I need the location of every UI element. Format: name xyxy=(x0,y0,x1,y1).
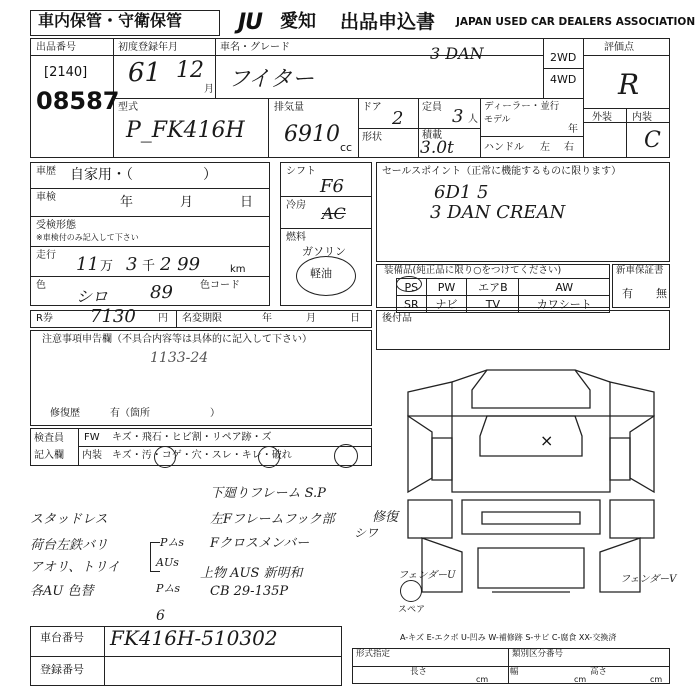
inspection-label: 車検 xyxy=(36,192,56,203)
form-title: 出品申込書 xyxy=(340,11,436,33)
capacity-value: 3 xyxy=(452,106,464,127)
storage-label: 車内保管・守衛保管 xyxy=(38,11,183,30)
inspector-tag-2: AUs xyxy=(156,556,179,569)
sales-points-line1: 6D1 5 xyxy=(434,182,489,203)
inspector-tag-1: Pムs xyxy=(160,536,185,549)
notes-label: 注意事項申告欄（不具合内容等は具体的に記入して下さい） xyxy=(42,334,312,345)
equip-leather: カワシート xyxy=(519,296,610,313)
inspector-fw-label: FW xyxy=(84,432,100,443)
lot-label: 出品番号 xyxy=(36,42,76,53)
registration-label: 初度登録年月 xyxy=(118,42,178,53)
inspector-note-right-5: CB 29-135P xyxy=(210,584,289,599)
inspector-label-2: 記入欄 xyxy=(34,450,64,461)
equip-tv: TV xyxy=(467,296,519,313)
cooler-value: AC xyxy=(322,204,346,223)
interior-label: 内装 xyxy=(632,112,652,123)
shift-label: シフト xyxy=(286,166,316,177)
insurance-yes: 有 xyxy=(622,287,633,300)
cooler-label: 冷房 xyxy=(286,200,306,211)
diagram-x-mark: × xyxy=(540,431,554,450)
equipment-label: 装備品(純正品に限り○をつけてください) xyxy=(384,265,562,276)
handle-left: 左 xyxy=(540,142,550,153)
interior-score-value: C xyxy=(644,128,661,153)
dealer-label: ディーラー・並行 xyxy=(484,101,560,112)
doors-value: 2 xyxy=(392,108,404,129)
equip-ps: PS xyxy=(397,279,427,296)
chassis-label: 車台番号 xyxy=(40,631,84,644)
bottom-label-3: 長さ xyxy=(410,667,428,677)
mileage-label: 走行 xyxy=(36,250,56,261)
fuel-label: 燃料 xyxy=(286,232,306,243)
history-label: 車歴 xyxy=(36,166,56,177)
fuel-gasoline: ガソリン xyxy=(302,245,346,258)
inspector-in-label: 内装 xyxy=(82,450,102,461)
capacity-unit: 人 xyxy=(468,114,478,125)
bottom-label-2: 類別区分番号 xyxy=(512,649,564,659)
after-fit-label: 後付品 xyxy=(382,313,412,324)
inspector-note-left-3: アオリ、トリイ xyxy=(30,560,120,575)
inspector-note-left-1: スタッドレス xyxy=(30,512,108,527)
inspector-label-1: 検査員 xyxy=(34,433,64,444)
bracket-line xyxy=(150,542,160,572)
fuel-light-oil: 軽油 xyxy=(310,267,332,280)
color-code-value: 89 xyxy=(150,282,173,303)
load-value: 3.0t xyxy=(420,138,454,158)
inspector-note-left-4: 各AU 色替 xyxy=(30,584,94,599)
score-value: R xyxy=(618,68,640,101)
recycle-value: 7130 xyxy=(90,306,136,327)
repair-history-status: 有（箇所 ） xyxy=(110,408,220,419)
exterior-label: 外装 xyxy=(592,112,612,123)
history-value: 自家用・（ ） xyxy=(70,167,217,183)
inspection-year: 年 xyxy=(120,195,134,210)
sales-points-line2: 3 DAN CREAN xyxy=(430,202,566,223)
fuel-circle xyxy=(296,256,356,296)
handle-label: ハンドル xyxy=(484,142,524,153)
car-grade-value: 3 DAN xyxy=(430,44,484,63)
inspector-fw-items: キズ・飛石・ヒビ割・リペア跡・ズ xyxy=(112,432,272,443)
shift-value: F6 xyxy=(320,176,344,197)
name-change-day: 日 xyxy=(350,313,360,324)
inspection-month: 月 xyxy=(180,195,194,210)
equip-pw: PW xyxy=(426,279,467,296)
name-change-month: 月 xyxy=(306,313,316,324)
recycle-unit: 円 xyxy=(158,313,168,324)
bottom-label-5: 高さ xyxy=(590,667,608,677)
equip-aw: AW xyxy=(519,279,610,296)
score-label: 評価点 xyxy=(604,42,634,53)
mileage-value-1: 11 xyxy=(76,254,99,275)
circle-mark-1 xyxy=(154,446,176,468)
notes-text: 1133-24 xyxy=(150,350,209,366)
inspector-note-right-4: 上物 AUS 新明和 xyxy=(200,566,303,581)
model-year-unit: 年 xyxy=(568,124,578,135)
equip-navi: ナビ xyxy=(426,296,467,313)
inspector-note-right-3: Fクロスメンバー xyxy=(210,536,310,551)
spare-circle xyxy=(400,580,422,602)
diagram-legend: A-キズ E-エクボ U-凹み W-補修跡 S-サビ C-腐食 XX-交換済 xyxy=(400,633,617,642)
ps-circle xyxy=(396,276,422,292)
model-value: P_FK416H xyxy=(126,118,245,143)
color-label: 色 xyxy=(36,280,46,291)
mileage-man: 万 xyxy=(100,259,114,274)
diagram-fender-left: フェンダーU xyxy=(398,570,456,581)
repair-history-label: 修復歴 xyxy=(50,408,80,419)
model-year-label: モデル xyxy=(484,115,511,125)
displacement-value: 6910 xyxy=(284,122,340,147)
insurance-no: 無 xyxy=(656,287,667,300)
registration-month: 12 xyxy=(176,58,204,83)
car-name-label: 車名・グレード xyxy=(220,42,290,53)
body-type-label: 形状 xyxy=(362,132,382,143)
sales-points-label: セールスポイント（正常に機能するものに限ります） xyxy=(382,166,622,177)
drive-2wd: 2WD xyxy=(550,51,577,64)
equip-sr: SR xyxy=(397,296,427,313)
doors-label: ドア xyxy=(362,102,382,113)
acceptance-note: ※車検付のみ記入して下さい xyxy=(36,233,139,242)
displacement-unit: cc xyxy=(340,141,353,154)
load-label: 積載 xyxy=(422,130,442,141)
car-name-value: フイター xyxy=(228,67,315,92)
bottom-label-4: 幅 xyxy=(510,667,519,677)
acceptance-label: 受検形態 xyxy=(36,220,76,231)
after-fit-box xyxy=(376,310,670,350)
inspection-day: 日 xyxy=(240,195,254,210)
displacement-label: 排気量 xyxy=(274,102,304,113)
registration-month-unit: 月 xyxy=(204,84,214,95)
bottom-unit-2: cm xyxy=(574,675,587,684)
association-name: JAPAN USED CAR DEALERS ASSOCIATION xyxy=(456,16,696,28)
color-value: シロ xyxy=(76,287,109,306)
org-name: 愛知 xyxy=(280,11,316,32)
diagram-spare: スペア xyxy=(398,605,426,615)
model-label: 型式 xyxy=(118,102,138,113)
reg-no-label: 登録番号 xyxy=(40,663,84,676)
equip-airbag: エアB xyxy=(467,279,519,296)
handle-right: 右 xyxy=(564,142,574,153)
color-code-label: 色コード xyxy=(200,280,240,291)
name-change-year: 年 xyxy=(262,313,272,324)
chassis-value: FK416H-510302 xyxy=(110,626,278,650)
drive-4wd: 4WD xyxy=(550,73,577,86)
repair-tag: 修復 xyxy=(372,510,399,525)
lot-number: 08587 xyxy=(36,87,120,115)
inspector-in-items: キズ・汚・コゲ・穴・スレ・キレ・破れ xyxy=(112,450,292,461)
shiwa-tag: シワ xyxy=(354,526,379,540)
circle-mark-3 xyxy=(334,444,358,468)
inspector-note-right-2: 左Fフレームフック部 xyxy=(210,512,335,527)
lot-small-number: [2140] xyxy=(44,65,88,80)
bottom-unit-1: cm xyxy=(476,675,489,684)
bottom-unit-3: cm xyxy=(650,675,663,684)
bottom-label-1: 形式指定 xyxy=(356,649,391,659)
inspector-note-left-2: 荷台左鉄バリ xyxy=(30,538,109,553)
ju-logo: JU xyxy=(238,10,263,35)
mileage-unit: km xyxy=(230,264,246,275)
mileage-sen: 千 xyxy=(142,259,156,274)
mileage-value-3: 2 99 xyxy=(160,254,201,275)
recycle-label: R券 xyxy=(36,313,53,324)
equipment-table xyxy=(396,278,610,313)
mileage-value-2: 3 xyxy=(126,254,138,275)
name-change-label: 名変期限 xyxy=(182,313,222,324)
registration-year: 61 xyxy=(128,58,162,88)
insurance-label: 新車保証書 xyxy=(616,265,664,276)
capacity-label: 定員 xyxy=(422,102,442,113)
diagram-fender-right: フェンダーV xyxy=(620,574,677,585)
circle-mark-2 xyxy=(258,446,280,468)
inspector-note-right-1: 下廻りフレーム S.P xyxy=(210,486,326,501)
inspector-tag-3: Pムs xyxy=(156,582,181,595)
chassis-top-mark: 6 xyxy=(156,608,165,624)
